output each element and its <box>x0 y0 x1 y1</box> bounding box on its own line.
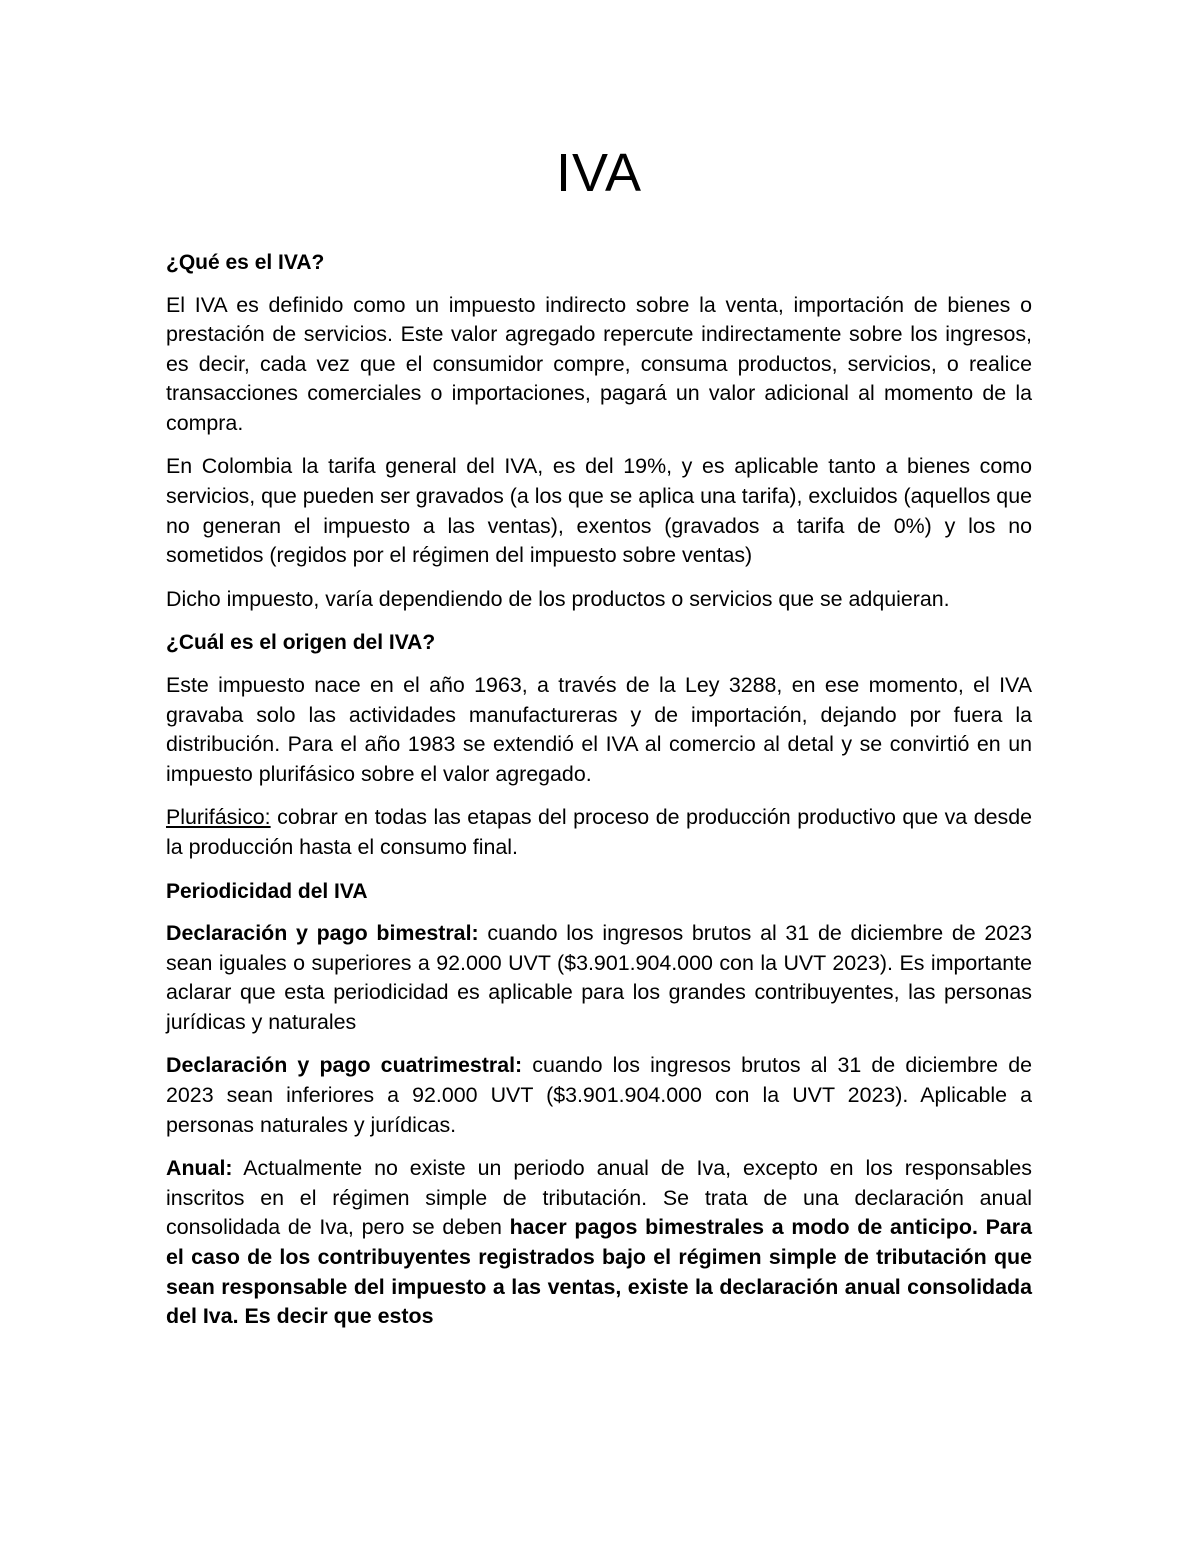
paragraph-definicion: El IVA es definido como un impuesto indirecto sobre la venta, importación de bienes o prestación de servicios. Este valor agregado repercute indirectamente sobre los ingresos, es decir, cada vez que el consumidor compre, consuma productos, servicios, o realice transacciones comerciales o importaciones, pagará un valor adicional al momento de la compra. <box>166 292 1032 435</box>
paragraph-plurifasico <box>166 803 1032 862</box>
paragraph-variacion: Dicho impuesto, varía dependiendo de los productos o servicios que se adquieran. <box>166 586 950 611</box>
text-bimestral: cuando los ingresos brutos al 31 de diciembre de 2023 sean iguales o superiores a 92.000 UVT ($3.901.904.000 con la UVT 2023). Es importante aclarar que esta periodicidad es aplicable para los grandes contribuyentes, las personas jurídicas y naturales <box>166 921 1032 1034</box>
term-plurifasico-definition: cobrar en todas las etapas del proceso de producción productivo que va desde la producción hasta el consumo final. <box>166 805 1032 859</box>
heading-periodicidad: Periodicidad del IVA <box>166 879 368 903</box>
paragraph-bimestral <box>166 919 1032 1037</box>
label-bimestral: Declaración y pago bimestral: <box>166 921 479 945</box>
document-page <box>166 140 1032 1332</box>
document-title: IVA <box>555 143 643 203</box>
label-anual: Anual: <box>166 1156 233 1181</box>
paragraph-tarifa-colombia: En Colombia la tarifa general del IVA, es del 19%, y es aplicable tanto a bienes como servicios, que pueden ser gravados (a los que se aplica una tarifa), excluidos (aquellos que no generan el impuesto a las ventas), exentos (gravados a tarifa de 0%) y los no sometidos (regidos por el régimen del impuesto sobre ventas) <box>166 454 1032 568</box>
text-anual-bold: hacer pagos bimestrales a modo de anticipo. Para el caso de los contribuyentes registrados bajo el régimen simple de tributación que sean responsable del impuesto a las ventas, existe la declaración anual consolidada del Iva. Es decir que estos <box>166 1215 1032 1329</box>
label-cuatrimestral: Declaración y pago cuatrimestral: <box>166 1053 523 1078</box>
heading-que-es-iva: ¿Qué es el IVA? <box>166 251 325 274</box>
paragraph-cuatrimestral <box>166 1051 1032 1140</box>
text-anual: Actualmente no existe un periodo anual de Iva, excepto en los responsables inscritos en el régimen simple de tributación. Se trata de una declaración anual consolidada de Iva, pero se deben <box>166 1156 1032 1240</box>
term-plurifasico: Plurifásico: <box>166 805 271 830</box>
text-cuatrimestral: cuando los ingresos brutos al 31 de diciembre de 2023 sean inferiores a 92.000 UVT ($3.901.904.000 con la UVT 2023). Aplicable a personas naturales y jurídicas. <box>166 1053 1032 1137</box>
paragraph-anual <box>166 1154 1032 1332</box>
paragraph-origen: Este impuesto nace en el año 1963, a través de la Ley 3288, en ese momento, el IVA gravaba solo las actividades manufactureras y de importación, dejando por fuera la distribución. Para el año 1983 se extendió el IVA al comercio al detal y se convirtió en un impuesto plurifásico sobre el valor agregado. <box>166 672 1032 786</box>
heading-origen-iva: ¿Cuál es el origen del IVA? <box>166 631 436 655</box>
